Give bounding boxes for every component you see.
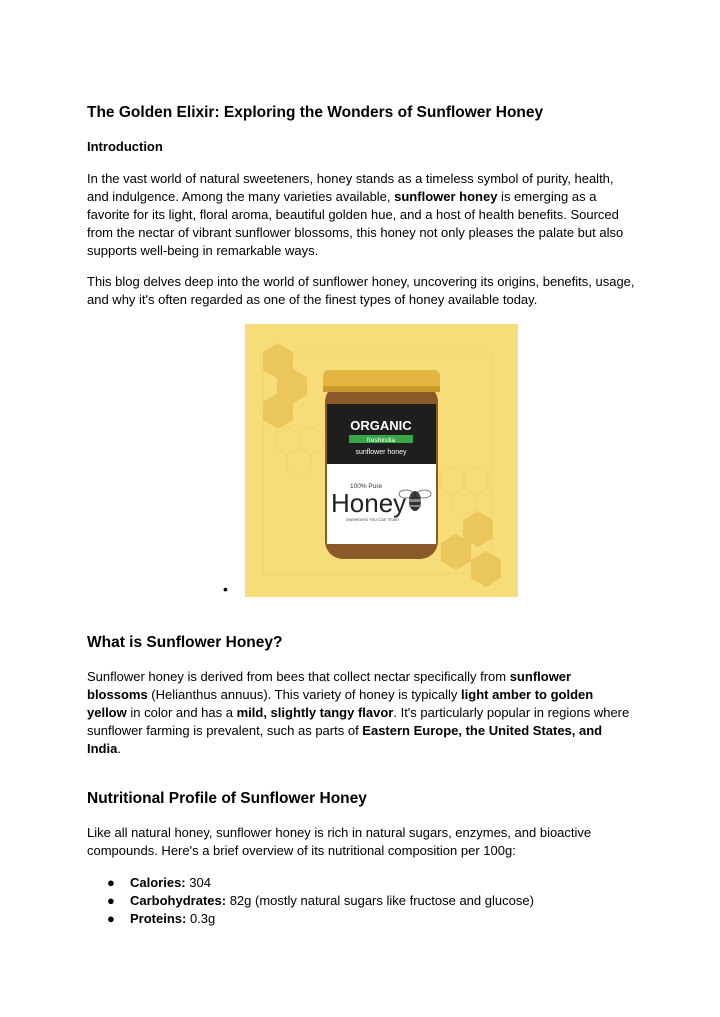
label-brand: ORGANIC [350, 418, 412, 433]
nutrient-value: 304 [185, 875, 211, 890]
nutrition-paragraph: Like all natural honey, sunflower honey is rich in natural sugars, enzymes, and bioactive compounds. Here's a brief overview of its nutritional composition per 100g: [87, 825, 592, 858]
bold-phrase: sunflower honey [394, 189, 498, 204]
nutrient-label: Carbohydrates: [130, 893, 227, 908]
image-bullet: • [223, 581, 228, 597]
intro-heading: Introduction [87, 139, 163, 154]
nutrient-label: Calories: [130, 875, 186, 890]
nutrition-list [87, 874, 534, 928]
nutrition-heading: Nutritional Profile of Sunflower Honey [87, 790, 367, 807]
nutrient-value: 0.3g [186, 911, 216, 926]
honey-jar-illustration [245, 324, 518, 597]
text-run: Sunflower honey is derived from bees that collect nectar specifically from [87, 669, 510, 684]
intro-paragraph [87, 170, 635, 260]
label-pure: 100% Pure [350, 483, 383, 490]
what-paragraph [87, 668, 635, 758]
nutrient-label: Proteins: [130, 911, 187, 926]
list-item: ● Carbohydrates: 82g (mostly natural sugars like fructose and glucose) [107, 893, 534, 908]
text-run: . [117, 741, 121, 756]
label-product: sunflower honey [355, 449, 407, 456]
list-item: ● Proteins: 0.3g [107, 911, 216, 926]
label-sub: freshindia [366, 437, 396, 444]
label-tagline: Sweetness You Can Trust! [346, 517, 399, 522]
bold-phrase: Eastern Europe, the United States, and India [87, 723, 603, 756]
product-image [245, 324, 518, 597]
text-run: in color and has a [126, 705, 237, 720]
bold-phrase: mild, slightly tangy flavor [236, 705, 394, 720]
what-heading: What is Sunflower Honey? [87, 634, 283, 651]
text-run: (Helianthus annuus). This variety of honey is typically [147, 687, 462, 702]
nutrient-value: 82g (mostly natural sugars like fructose and glucose) [226, 893, 534, 908]
label-main: Honey [331, 488, 407, 518]
text-run: is emerging as a favorite for its light, floral aroma, beautiful golden hue, and a host of health benefits. Sourced from the nectar of vibrant sunflower blossoms, this honey not only pleases the palate but also supports well-being in remarkable ways. [87, 189, 624, 258]
bold-phrase: sunflower blossoms [87, 669, 572, 702]
bold-phrase: light amber to golden yellow [87, 687, 594, 720]
text-run: . It's particularly popular in regions where sunflower farming is prevalent, such as parts of [87, 705, 630, 738]
list-item: ● Calories: 304 [107, 875, 211, 890]
page-title: The Golden Elixir: Exploring the Wonders of Sunflower Honey [87, 104, 544, 121]
intro-paragraph-2: This blog delves deep into the world of sunflower honey, uncovering its origins, benefits, usage, and why it's often regarded as one of the finest types of honey available today. [87, 274, 635, 307]
text-run: In the vast world of natural sweeteners, honey stands as a timeless symbol of purity, health, and indulgence. Among the many varieties available, [87, 171, 614, 204]
